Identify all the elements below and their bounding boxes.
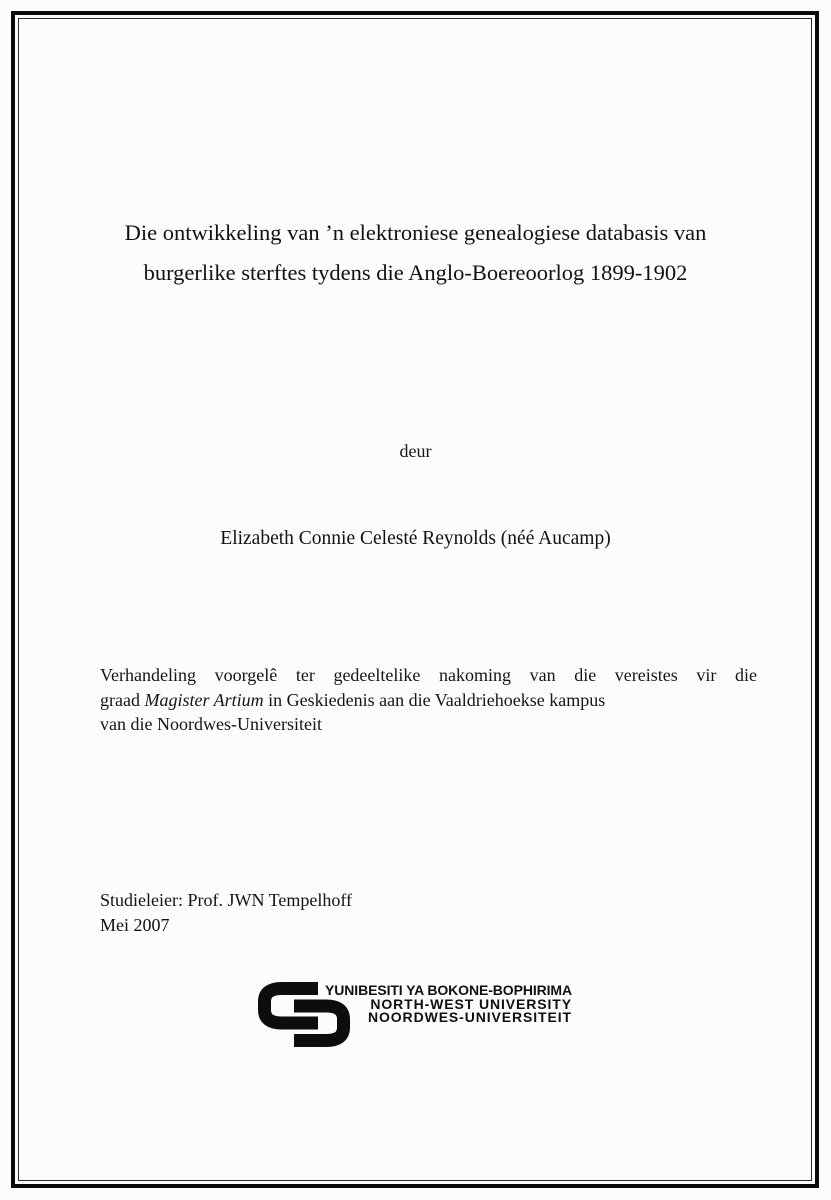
submission-statement-line3: van die Noordwes-Universiteit — [100, 714, 322, 735]
submission-statement — [100, 663, 757, 737]
degree-name-italic: Magister Artium — [144, 689, 264, 710]
university-logo — [258, 982, 578, 1052]
university-name-english: NORTH-WEST UNIVERSITY — [370, 995, 572, 1012]
date-line: Mei 2007 — [100, 915, 170, 935]
supervisor-line: Studieleier: Prof. JWN Tempelhoff — [100, 890, 353, 910]
author-name: Elizabeth Connie Celesté Reynolds (néé Aucamp) — [220, 528, 611, 549]
statement-line2-prefix: graad — [100, 689, 145, 710]
statement-line2-suffix: in Geskiedenis aan die Vaaldriehoekse kampus — [263, 689, 606, 710]
thesis-title-line1: Die ontwikkeling van ’n elektroniese genealogiese databasis van — [124, 220, 707, 245]
byline-deur: deur — [399, 441, 432, 461]
university-name-setswana: YUNIBESITI YA BOKONE-BOPHIRIMA — [325, 982, 572, 998]
supervisor-block — [100, 888, 352, 938]
submission-statement-line2 — [100, 688, 757, 713]
university-name-afrikaans: NOORDWES-UNIVERSITEIT — [367, 1009, 572, 1026]
thesis-title-line2: burgerlike sterftes tydens die Anglo-Boereoorlog 1899-1902 — [143, 260, 688, 285]
submission-statement-line1: Verhandeling voorgelê ter gedeeltelike nakoming van die vereistes vir die — [100, 665, 757, 685]
university-logo-text — [320, 984, 572, 1025]
thesis-title — [50, 213, 781, 293]
